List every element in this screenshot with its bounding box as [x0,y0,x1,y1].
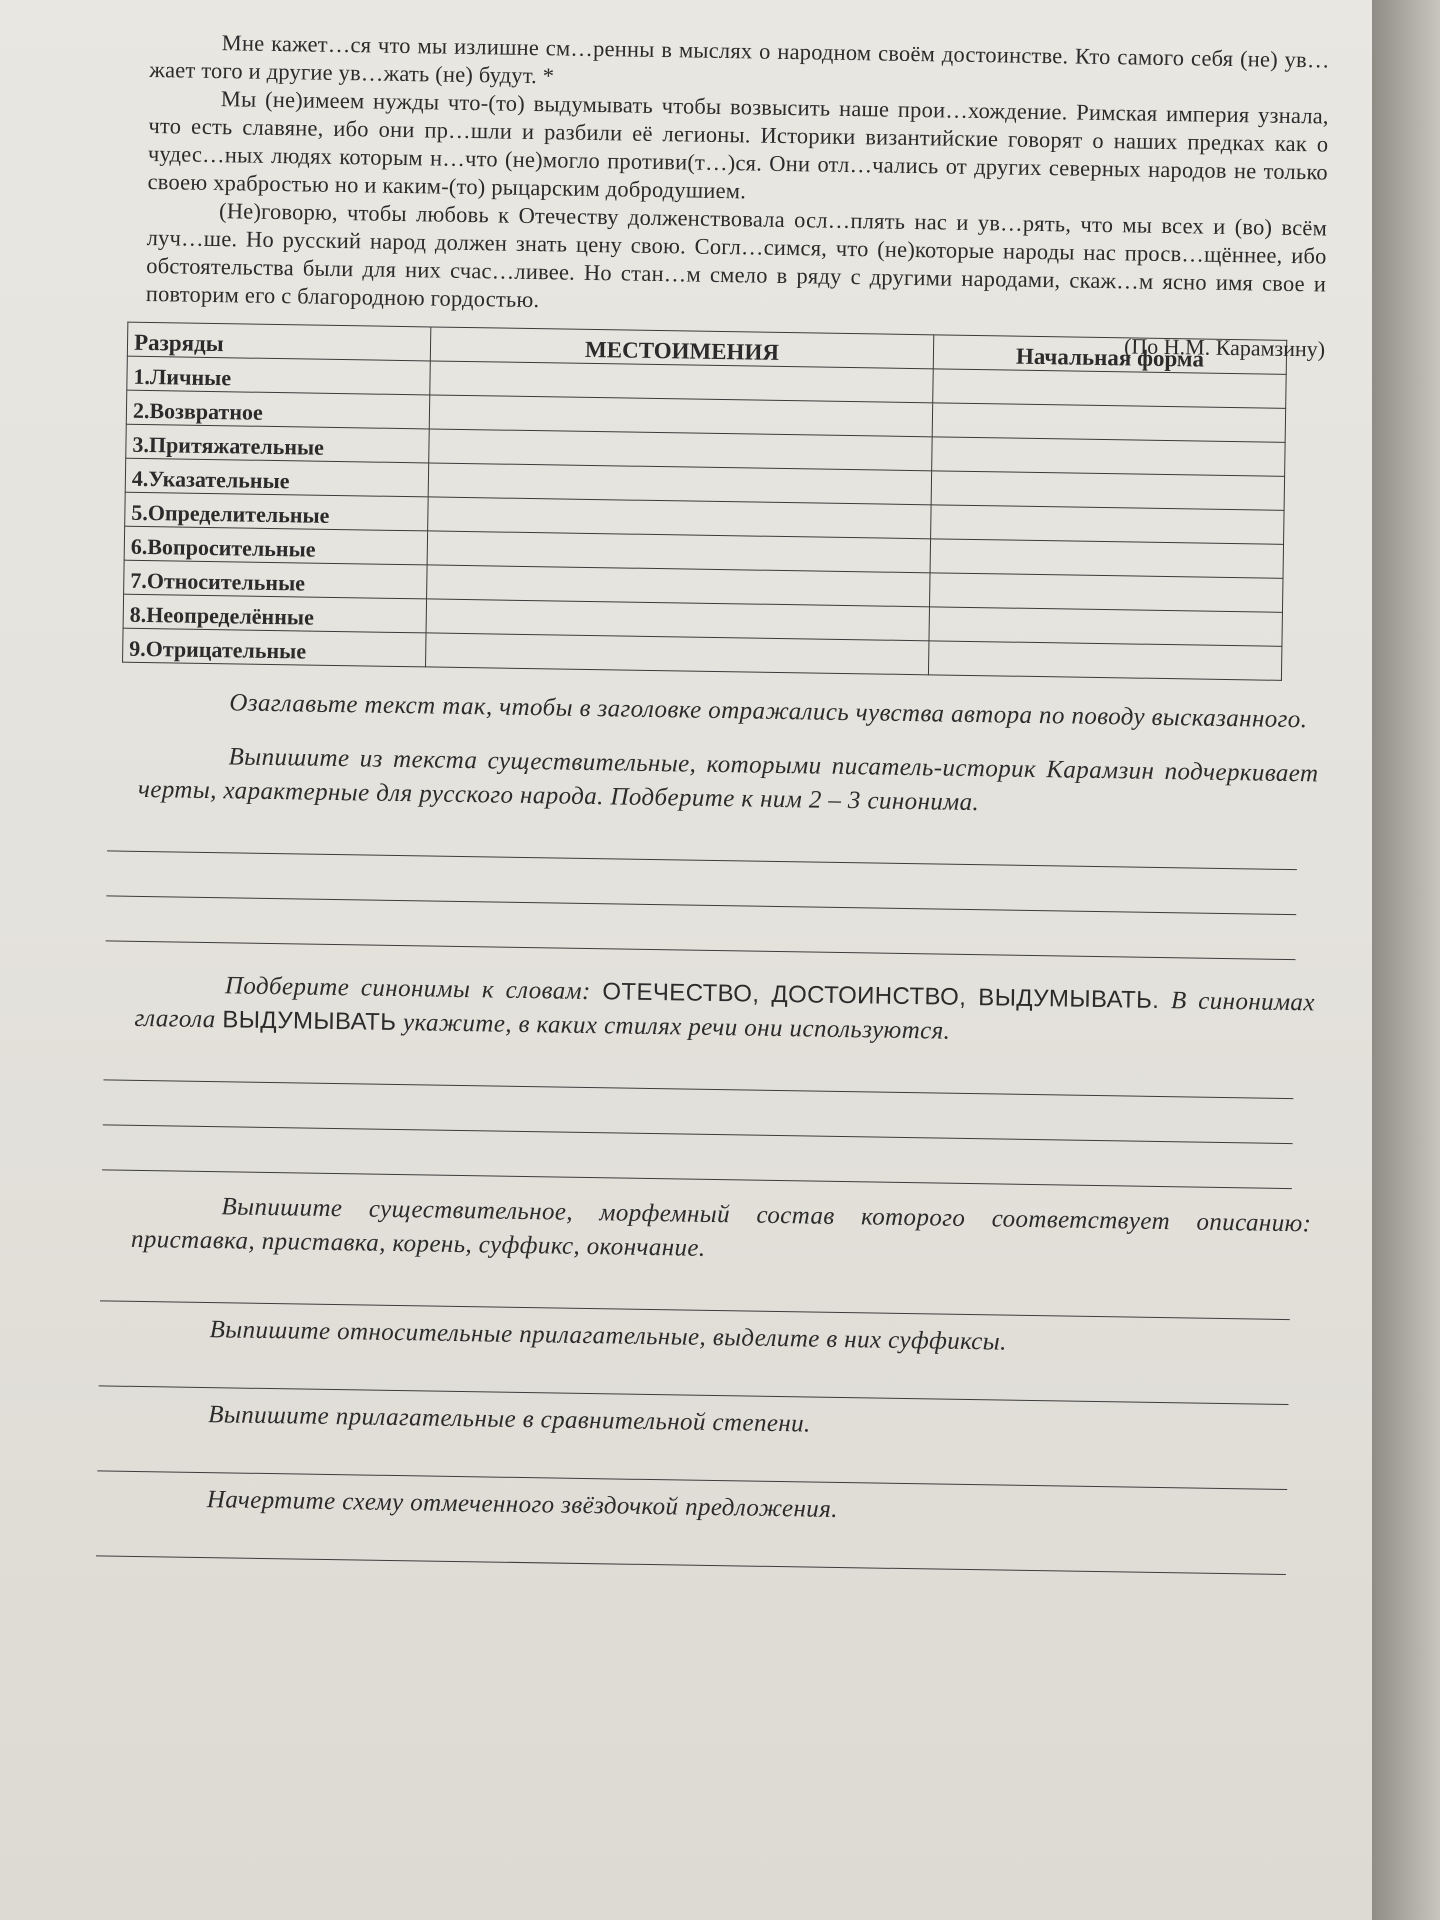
task-5-text: Выпишите относительные прилагательные, выделите в них суффиксы. [209,1316,1007,1356]
task-6 [127,1397,1308,1491]
initial-form-answer-cell[interactable] [931,505,1284,545]
task-3-start: Подберите синонимы к словам: [224,972,603,1006]
text-paragraph-2: Мы (не)имеем нужды что-(то) выдумывать чтобы возвысить наше прои…хождение. Римская империя узнала, что есть славяне, ибо они пр…шли и разбили её легионы. Историки византийские говорят о наших предках как о чудес…ных людях которым н…что (не)могло противи(т…)ся. Они отл…чались от других северных народов не только своею храбростью но и каким-(то) рыцарским добродушием. [147,86,1329,204]
task-3-word: ВЫДУМЫВАТЬ [222,1006,397,1036]
initial-form-answer-cell[interactable] [931,471,1284,511]
initial-form-answer-cell[interactable] [932,403,1285,443]
category-cell: 6.Вопросительные [124,526,427,565]
task-3-words: ОТЕЧЕСТВО, ДОСТОИНСТВО, ВЫДУМЫВАТЬ. [602,978,1160,1014]
task-4 [130,1189,1312,1321]
task-7 [126,1482,1307,1576]
source-attribution: (По Н.М. Карамзину) [1123,333,1326,362]
category-cell: 9.Отрицательные [123,628,426,667]
header-initial-form: Начальная форма [933,335,1286,375]
category-cell: 2.Возвратное [126,390,429,429]
task-1 [139,685,1319,738]
category-cell: 7.Относительные [124,560,427,599]
task-7-text: Начертите схему отмеченного звёздочкой предложения. [206,1486,839,1523]
initial-form-answer-cell[interactable] [928,641,1281,681]
header-pronouns: МЕСТОИМЕНИЯ [430,327,933,369]
task-2-text: Выпишите из текста существительные, которыми писатель-историк Карамзин подчеркивает черты, характерные для русского народа. Подберите к ним 2 – 3 синонима. [137,743,1319,817]
worksheet-content [126,28,1330,1575]
initial-form-answer-cell[interactable] [930,539,1283,579]
initial-form-answer-cell[interactable] [932,437,1285,477]
task-3-end: укажите, в каких стилях речи они используются. [396,1008,951,1045]
task-3-mid: В синонимах глагола [134,987,1316,1034]
initial-form-answer-cell[interactable] [933,369,1286,409]
table-surface-edge [1372,0,1440,1920]
task-2 [136,739,1319,961]
task-1-text: Озаглавьте текст так, чтобы в заголовке отражались чувства автора по поводу высказанного. [229,689,1308,734]
pronoun-answer-cell[interactable] [425,633,928,675]
task-5 [129,1312,1310,1406]
task-6-text: Выпишите прилагательные в сравнительной степени. [208,1401,811,1438]
task-3 [132,968,1315,1190]
initial-form-answer-cell[interactable] [929,607,1282,647]
category-cell: 4.Указательные [125,458,428,497]
initial-form-answer-cell[interactable] [930,573,1283,613]
pronoun-table [122,322,1287,681]
category-cell: 5.Определительные [125,492,428,531]
text-paragraph-3: (Не)говорю, чтобы любовь к Отечеству долженствовала осл…плять нас и ув…рять, что мы всех и (во) всём луч…ше. Но русский народ должен знать цену свою. Согл…симся, что (не)которые народы нас просв…щённее, ибо обстоятельства были для них счас…ливее. Но стан…м смело в ряду с другими народами, скаж…м ясно имя свое и повторим его с благородною гордостью. [145,198,1328,313]
task-4-text: Выпишите существительное, морфемный состав которого соответствует описанию: приставка, приставка, корень, суффикс, окончание. [130,1193,1312,1262]
category-cell: 1.Личные [127,356,430,395]
header-categories: Разряды [127,322,430,361]
category-cell: 3.Притяжательные [126,424,429,463]
text-paragraph-1: Мне кажет…ся что мы излишне см…ренны в мыслях о народном своём достоинстве. Кто самого себя (не) ув…жает того и другие ув…жать (не) будут. * [149,30,1330,89]
category-cell: 8.Неопределённые [123,594,426,633]
